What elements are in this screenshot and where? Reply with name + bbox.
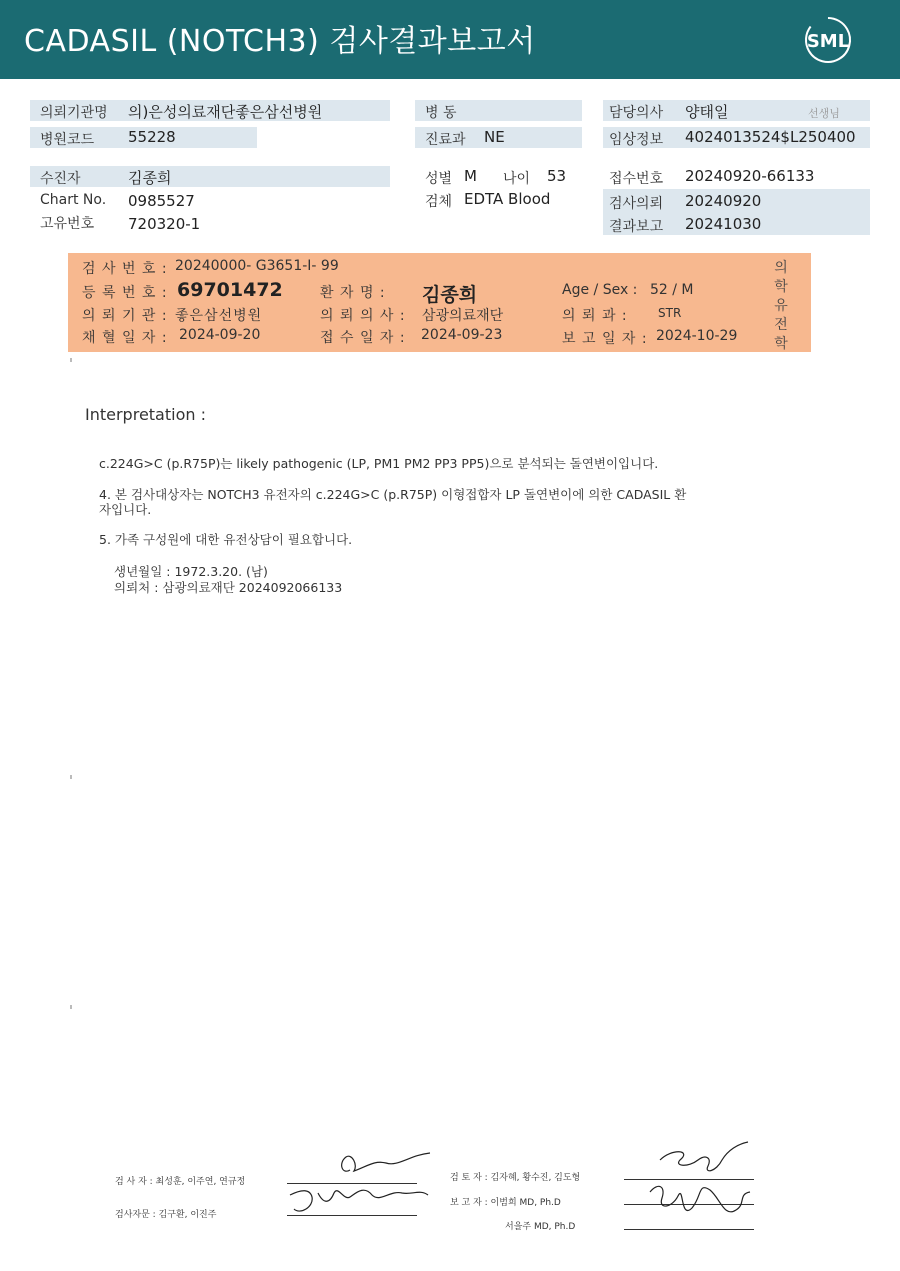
result-report-label: 결과보고 <box>609 219 664 235</box>
department-value: NE <box>484 128 505 146</box>
sml-logo <box>802 14 854 66</box>
stamp-patient: 김종희 <box>422 284 478 306</box>
scan-mark <box>70 1005 72 1009</box>
report-title: CADASIL (NOTCH3) 검사결과보고서 <box>24 24 536 59</box>
logo-text: SML <box>806 31 850 52</box>
ward-label: 병 동 <box>425 105 457 121</box>
lab-stamp <box>68 253 811 352</box>
department-label: 진료과 <box>425 132 466 148</box>
patient-field <box>30 166 390 187</box>
stamp-reg-no: 69701472 <box>177 279 283 301</box>
reporter-name-2: 서을주 MD, Ph.D <box>505 1222 576 1232</box>
stamp-receive-label: 접 수 일 자 : <box>320 330 406 346</box>
reviewer-signature <box>640 1130 760 1230</box>
hospital-code-label: 병원코드 <box>40 132 95 148</box>
physician-label: 담당의사 <box>609 105 664 121</box>
result-report-value: 20241030 <box>685 215 762 233</box>
stamp-collect-date: 2024-09-20 <box>179 327 261 343</box>
stamp-test-no: 20240000- G3651-I- 99 <box>175 258 339 274</box>
sex-label: 성별 <box>425 171 453 187</box>
specimen-label: 검체 <box>425 194 453 210</box>
scan-mark <box>70 775 72 779</box>
stamp-side-text: 의학유전학 <box>774 260 788 352</box>
referral: 의뢰처 : 삼광의료재단 2024092066133 <box>114 580 343 595</box>
report-header <box>0 0 900 79</box>
stamp-test-no-label: 검 사 번 호 : <box>82 261 168 277</box>
reviewer-names: 검 토 자 : 김자혜, 황수진, 김도형 <box>450 1173 581 1183</box>
physician-suffix: 선생님 <box>808 107 840 120</box>
stamp-patient-label: 환 자 명 : <box>320 285 386 301</box>
specimen-value: EDTA Blood <box>464 190 551 208</box>
stamp-collect-label: 채 혈 일 자 : <box>82 330 168 346</box>
stamp-dept-label: 의 뢰 과 : <box>562 308 628 324</box>
interpretation-line-2b: 자입니다. <box>99 502 152 517</box>
examiner-signature <box>280 1145 440 1225</box>
receipt-no-value: 20240920-66133 <box>685 167 815 185</box>
age-value: 53 <box>547 167 567 185</box>
reporter-name: 보 고 자 : 이범희 MD, Ph.D <box>450 1198 561 1208</box>
institution-label: 의뢰기관명 <box>40 105 108 121</box>
stamp-report-label: 보 고 일 자 : <box>562 331 648 347</box>
interpretation-title: Interpretation : <box>85 405 206 424</box>
patient-label: 수진자 <box>40 171 81 187</box>
stamp-doctor-label: 의 뢰 의 사 : <box>320 308 406 324</box>
advisor-names: 검사자문 : 김구환, 이진주 <box>115 1210 217 1220</box>
stamp-dept: STR <box>658 306 682 320</box>
test-request-value: 20240920 <box>685 192 762 210</box>
scan-mark <box>70 358 72 362</box>
sex-value: M <box>464 167 477 185</box>
clinical-info-label: 임상정보 <box>609 132 664 148</box>
stamp-report-date: 2024-10-29 <box>656 328 738 344</box>
hospital-code-value: 55228 <box>128 128 176 146</box>
stamp-reg-no-label: 등 록 번 호 : <box>82 285 168 301</box>
receipt-no-label: 접수번호 <box>609 171 664 187</box>
stamp-age-sex-label: Age / Sex : <box>562 282 638 298</box>
examiner-names: 검 사 자 : 최성훈, 이주연, 연규정 <box>115 1177 246 1187</box>
stamp-age-sex: 52 / M <box>650 282 694 298</box>
test-request-label: 검사의뢰 <box>609 196 664 212</box>
stamp-institution-label: 의 뢰 기 관 : <box>82 308 168 324</box>
unique-no-label: 고유번호 <box>40 216 95 232</box>
chart-no-label: Chart No. <box>40 192 107 208</box>
interpretation-line-1: c.224G>C (p.R75P)는 likely pathogenic (LP, PM1 PM2 PP3 PP5)으로 분석되는 돌연변이입니다. <box>99 456 659 471</box>
physician-value: 양태일 <box>685 103 729 121</box>
clinical-info-value: 4024013524$L250400 <box>685 128 856 146</box>
interpretation-line-3: 5. 가족 구성원에 대한 유전상담이 필요합니다. <box>99 532 353 547</box>
patient-value: 김종희 <box>128 169 172 187</box>
unique-no-value: 720320-1 <box>128 215 201 233</box>
stamp-doctor: 삼광의료재단 <box>422 308 504 324</box>
stamp-institution: 좋은삼선병원 <box>175 308 263 324</box>
interpretation-line-2a: 4. 본 검사대상자는 NOTCH3 유전자의 c.224G>C (p.R75P) 이형접합자 LP 돌연변이에 의한 CADASIL 환 <box>99 487 687 502</box>
birth-date: 생년월일 : 1972.3.20. (남) <box>114 564 268 579</box>
institution-value: 의)은성의료재단좋은삼선병원 <box>128 103 323 121</box>
chart-no-value: 0985527 <box>128 192 195 210</box>
age-label: 나이 <box>503 171 531 187</box>
stamp-receive-date: 2024-09-23 <box>421 327 503 343</box>
